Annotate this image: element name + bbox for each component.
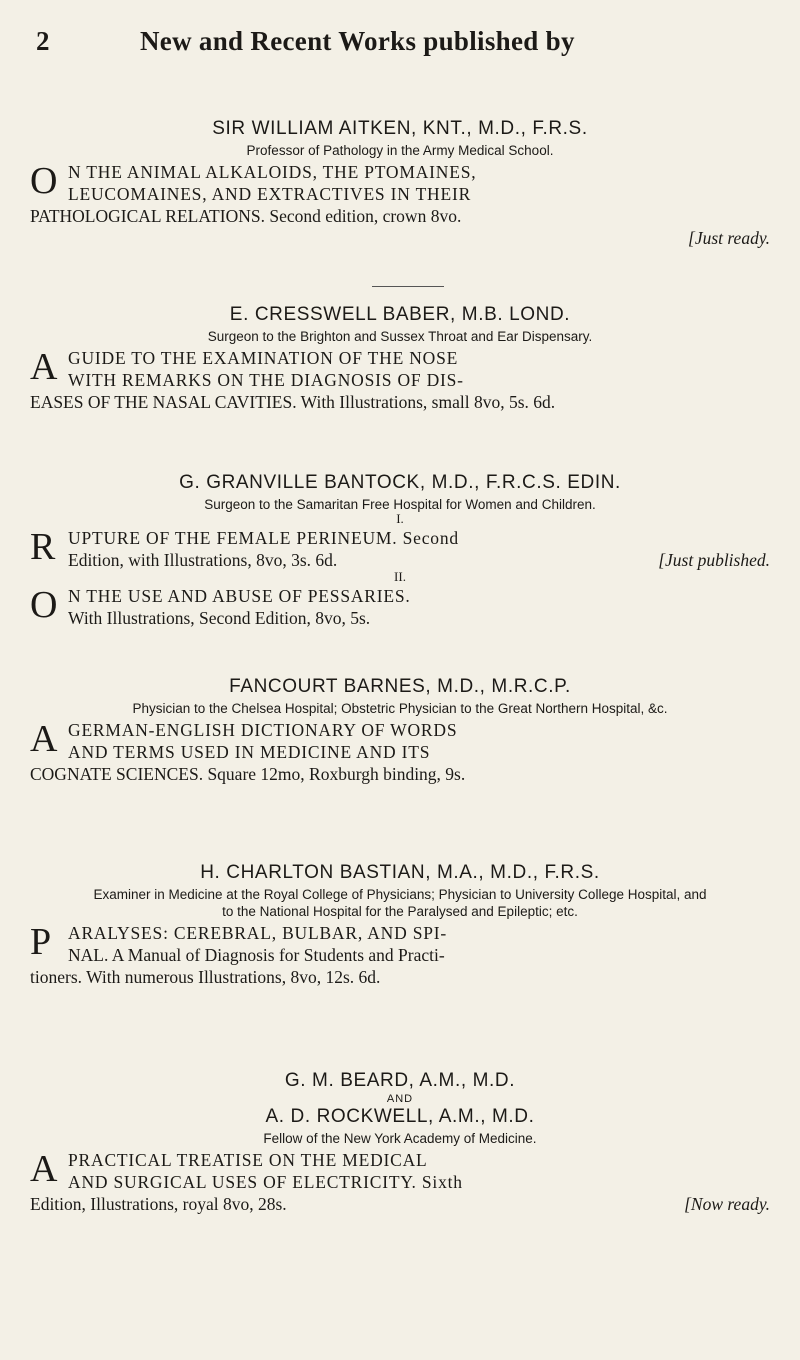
entry-bantock [30, 472, 770, 629]
page-header [30, 22, 770, 62]
drop-initial: O [30, 584, 58, 626]
author-affiliation: Examiner in Medicine at the Royal College of Physicians; Physician to University College Hospital, and to the National Hospital for the Paralysed and Epileptic; etc. [93, 887, 707, 919]
work-title-line: NAL. A Manual of Diagnosis for Students and Practi- [68, 945, 445, 965]
work-entry [30, 161, 770, 249]
work-title-line: WITH REMARKS ON THE DIAGNOSIS OF DIS- [68, 370, 464, 390]
work-details: EASES OF THE NASAL CAVITIES. With Illustrations, small 8vo, 5s. 6d. [30, 392, 556, 412]
author-name: G. M. BEARD, A.M., M.D. [284, 1070, 516, 1091]
publication-note: [Just published. [658, 550, 770, 570]
drop-initial: A [30, 1148, 58, 1190]
author-affiliation: Fellow of the New York Academy of Medicine. [263, 1131, 537, 1146]
author-name: SIR WILLIAM AITKEN, KNT., M.D., F.R.S. [212, 118, 588, 139]
work-details: tioners. With numerous Illustrations, 8vo, 12s. 6d. [30, 967, 381, 987]
work-numeral: II. [394, 569, 406, 584]
work-entry [30, 1149, 770, 1215]
author-name: G. GRANVILLE BANTOCK, M.D., F.R.C.S. EDIN. [179, 472, 621, 493]
work-details: With Illustrations, Second Edition, 8vo, 5s. [68, 608, 371, 628]
work-details: PATHOLOGICAL RELATIONS. Second edition, crown 8vo. [30, 206, 462, 226]
work-title-line: Edition, with Illustrations, 8vo, 3s. 6d. [68, 550, 338, 570]
work-title-line: GERMAN-ENGLISH DICTIONARY OF WORDS [68, 720, 458, 740]
entry-bastian [30, 862, 770, 988]
entry-baber [30, 304, 770, 413]
author-name: FANCOURT BARNES, M.D., M.R.C.P. [229, 676, 571, 697]
work-entry [30, 719, 770, 785]
book-page [30, 0, 770, 1360]
author-affiliation: Professor of Pathology in the Army Medical School. [246, 143, 554, 158]
author-name: H. CHARLTON BASTIAN, M.A., M.D., F.R.S. [200, 862, 600, 883]
work-title-line: AND TERMS USED IN MEDICINE AND ITS [68, 742, 431, 762]
author-name: A. D. ROCKWELL, A.M., M.D. [265, 1106, 535, 1127]
work-title-line: N THE ANIMAL ALKALOIDS, THE PTOMAINES, [68, 162, 477, 182]
drop-initial: O [30, 160, 58, 202]
entry-beard-rockwell [30, 1070, 770, 1215]
work-details: COGNATE SCIENCES. Square 12mo, Roxburgh binding, 9s. [30, 764, 466, 784]
work-title-line: N THE USE AND ABUSE OF PESSARIES. [68, 586, 411, 606]
publication-note: [Just ready. [688, 228, 770, 248]
divider-rule [372, 286, 444, 287]
author-name: E. CRESSWELL BABER, M.B. LOND. [229, 304, 571, 325]
drop-initial: R [30, 526, 56, 568]
page-number: 2 [36, 26, 50, 56]
work-details [30, 1193, 770, 1215]
running-head: New and Recent Works published by [140, 26, 575, 56]
work-entry [30, 922, 770, 988]
work-title-line: ARALYSES: CEREBRAL, BULBAR, AND SPI- [68, 923, 448, 943]
work-entry [30, 527, 770, 571]
work-title-line: PRACTICAL TREATISE ON THE MEDICAL [68, 1150, 428, 1170]
work-title-line: LEUCOMAINES, AND EXTRACTIVES IN THEIR [68, 184, 472, 204]
work-title-line: AND SURGICAL USES OF ELECTRICITY. Sixth [68, 1172, 463, 1192]
author-affiliation: Physician to the Chelsea Hospital; Obstetric Physician to the Great Northern Hospital, &c. [132, 701, 668, 716]
drop-initial: P [30, 921, 52, 963]
work-title-line: UPTURE OF THE FEMALE PERINEUM. Second [68, 528, 459, 548]
work-title-line: GUIDE TO THE EXAMINATION OF THE NOSE [68, 348, 459, 368]
author-affiliation: Surgeon to the Samaritan Free Hospital for Women and Children. [204, 497, 596, 512]
work-entry [30, 347, 770, 413]
work-details-text: Edition, Illustrations, royal 8vo, 28s. [30, 1194, 287, 1214]
entry-barnes [30, 676, 770, 785]
drop-initial: A [30, 718, 58, 760]
publication-note: [Now ready. [684, 1194, 770, 1214]
work-entry [30, 585, 770, 629]
author-conjunction: AND [386, 1093, 414, 1105]
author-affiliation: Surgeon to the Brighton and Sussex Throat and Ear Dispensary. [207, 329, 593, 344]
work-numeral: I. [396, 511, 404, 526]
entry-aitken [30, 118, 770, 249]
drop-initial: A [30, 346, 58, 388]
work-details [30, 549, 770, 571]
